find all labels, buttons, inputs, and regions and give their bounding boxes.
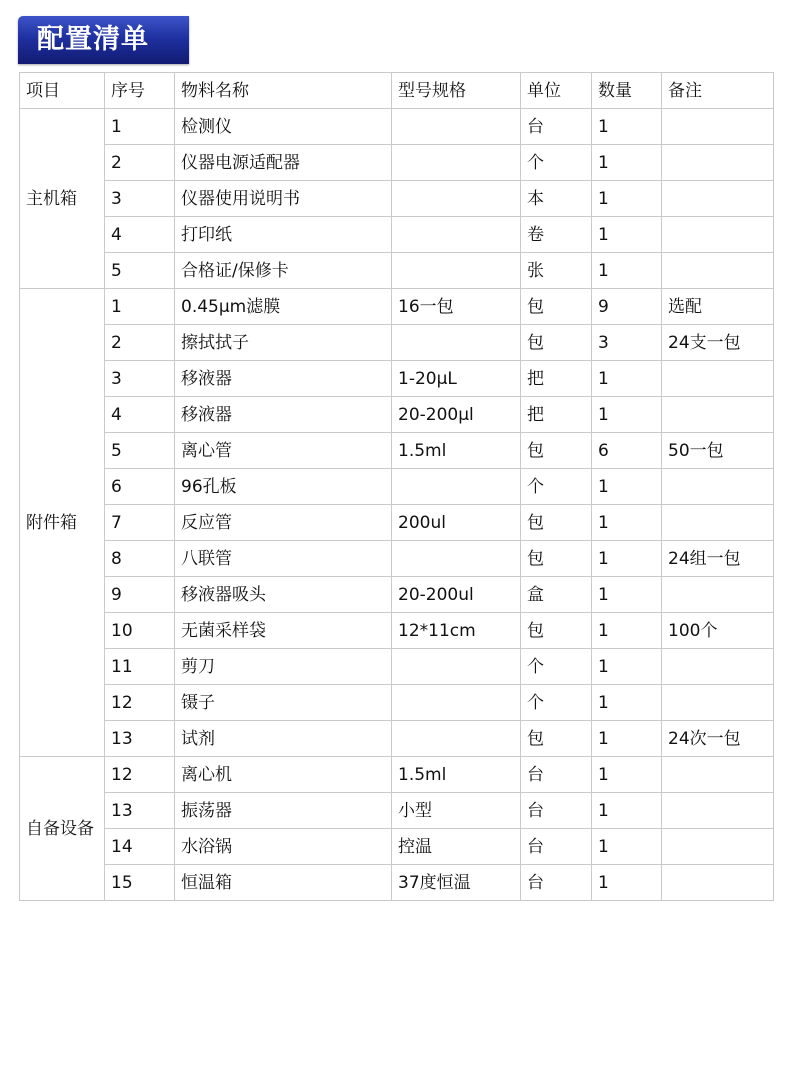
table-row	[20, 217, 774, 253]
spec-cell: 小型	[392, 793, 521, 829]
table-row	[20, 685, 774, 721]
remark-cell	[662, 217, 774, 253]
header-cell-remark: 备注	[662, 73, 774, 109]
spec-cell	[392, 181, 521, 217]
remark-cell: 50一包	[662, 433, 774, 469]
name-cell: 检测仪	[175, 109, 392, 145]
index-cell: 13	[105, 721, 175, 757]
quantity-cell: 1	[592, 217, 662, 253]
spec-cell: 12*11cm	[392, 613, 521, 649]
spec-cell	[392, 253, 521, 289]
table-row	[20, 433, 774, 469]
unit-cell: 个	[521, 649, 592, 685]
quantity-cell: 9	[592, 289, 662, 325]
unit-cell: 包	[521, 289, 592, 325]
remark-cell	[662, 361, 774, 397]
unit-cell: 台	[521, 109, 592, 145]
unit-cell: 个	[521, 685, 592, 721]
table-row	[20, 253, 774, 289]
index-cell: 12	[105, 685, 175, 721]
unit-cell: 包	[521, 433, 592, 469]
name-cell: 0.45μm滤膜	[175, 289, 392, 325]
index-cell: 11	[105, 649, 175, 685]
index-cell: 8	[105, 541, 175, 577]
quantity-cell: 1	[592, 829, 662, 865]
unit-cell: 包	[521, 325, 592, 361]
spec-cell	[392, 649, 521, 685]
spec-cell	[392, 325, 521, 361]
quantity-cell: 1	[592, 577, 662, 613]
spec-cell: 20-200μl	[392, 397, 521, 433]
table-row	[20, 865, 774, 901]
quantity-cell: 1	[592, 865, 662, 901]
remark-cell	[662, 181, 774, 217]
unit-cell: 包	[521, 721, 592, 757]
index-cell: 10	[105, 613, 175, 649]
index-cell: 15	[105, 865, 175, 901]
quantity-cell: 1	[592, 757, 662, 793]
unit-cell: 包	[521, 505, 592, 541]
remark-cell	[662, 649, 774, 685]
index-cell: 4	[105, 397, 175, 433]
unit-cell: 个	[521, 469, 592, 505]
header-cell-index: 序号	[105, 73, 175, 109]
category-cell: 自备设备	[20, 757, 105, 901]
index-cell: 3	[105, 181, 175, 217]
remark-cell	[662, 757, 774, 793]
spec-cell	[392, 469, 521, 505]
name-cell: 擦拭拭子	[175, 325, 392, 361]
spec-cell: 1.5ml	[392, 757, 521, 793]
unit-cell: 台	[521, 865, 592, 901]
unit-cell: 张	[521, 253, 592, 289]
table-row	[20, 541, 774, 577]
spec-cell: 200ul	[392, 505, 521, 541]
table-row	[20, 325, 774, 361]
quantity-cell: 1	[592, 181, 662, 217]
remark-cell	[662, 109, 774, 145]
spec-cell: 1-20μL	[392, 361, 521, 397]
name-cell: 离心管	[175, 433, 392, 469]
table-row	[20, 649, 774, 685]
spec-cell	[392, 541, 521, 577]
name-cell: 恒温箱	[175, 865, 392, 901]
name-cell: 仪器使用说明书	[175, 181, 392, 217]
name-cell: 打印纸	[175, 217, 392, 253]
quantity-cell: 1	[592, 397, 662, 433]
spec-cell	[392, 217, 521, 253]
quantity-cell: 1	[592, 685, 662, 721]
unit-cell: 包	[521, 541, 592, 577]
table-row	[20, 145, 774, 181]
remark-cell	[662, 865, 774, 901]
table-row	[20, 505, 774, 541]
name-cell: 仪器电源适配器	[175, 145, 392, 181]
name-cell: 振荡器	[175, 793, 392, 829]
remark-cell	[662, 793, 774, 829]
index-cell: 7	[105, 505, 175, 541]
unit-cell: 把	[521, 361, 592, 397]
name-cell: 镊子	[175, 685, 392, 721]
name-cell: 96孔板	[175, 469, 392, 505]
quantity-cell: 1	[592, 145, 662, 181]
remark-cell: 100个	[662, 613, 774, 649]
header-cell-name: 物料名称	[175, 73, 392, 109]
name-cell: 水浴锅	[175, 829, 392, 865]
remark-cell	[662, 253, 774, 289]
table-row	[20, 577, 774, 613]
spec-cell	[392, 685, 521, 721]
quantity-cell: 6	[592, 433, 662, 469]
table-row	[20, 829, 774, 865]
name-cell: 离心机	[175, 757, 392, 793]
header-cell-category: 项目	[20, 73, 105, 109]
index-cell: 5	[105, 253, 175, 289]
remark-cell	[662, 469, 774, 505]
name-cell: 移液器	[175, 361, 392, 397]
unit-cell: 卷	[521, 217, 592, 253]
remark-cell: 选配	[662, 289, 774, 325]
header-cell-quantity: 数量	[592, 73, 662, 109]
quantity-cell: 1	[592, 505, 662, 541]
index-cell: 4	[105, 217, 175, 253]
unit-cell: 台	[521, 793, 592, 829]
spec-cell: 16一包	[392, 289, 521, 325]
table-row	[20, 793, 774, 829]
index-cell: 12	[105, 757, 175, 793]
quantity-cell: 1	[592, 361, 662, 397]
quantity-cell: 1	[592, 469, 662, 505]
quantity-cell: 1	[592, 793, 662, 829]
quantity-cell: 1	[592, 253, 662, 289]
index-cell: 1	[105, 289, 175, 325]
quantity-cell: 1	[592, 109, 662, 145]
index-cell: 9	[105, 577, 175, 613]
quantity-cell: 3	[592, 325, 662, 361]
category-cell: 附件箱	[20, 289, 105, 757]
table-row	[20, 397, 774, 433]
name-cell: 试剂	[175, 721, 392, 757]
index-cell: 5	[105, 433, 175, 469]
spec-cell: 37度恒温	[392, 865, 521, 901]
remark-cell	[662, 505, 774, 541]
remark-cell: 24支一包	[662, 325, 774, 361]
spec-cell	[392, 145, 521, 181]
index-cell: 2	[105, 145, 175, 181]
name-cell: 无菌采样袋	[175, 613, 392, 649]
config-table	[19, 72, 774, 901]
quantity-cell: 1	[592, 649, 662, 685]
remark-cell	[662, 145, 774, 181]
spec-cell: 20-200ul	[392, 577, 521, 613]
spec-cell	[392, 721, 521, 757]
remark-cell	[662, 397, 774, 433]
table-row	[20, 289, 774, 325]
category-cell: 主机箱	[20, 109, 105, 289]
unit-cell: 盒	[521, 577, 592, 613]
name-cell: 反应管	[175, 505, 392, 541]
index-cell: 6	[105, 469, 175, 505]
page-title: 配置清单	[18, 16, 189, 64]
quantity-cell: 1	[592, 613, 662, 649]
remark-cell	[662, 829, 774, 865]
table-body	[20, 109, 774, 901]
spec-cell: 控温	[392, 829, 521, 865]
unit-cell: 台	[521, 829, 592, 865]
unit-cell: 个	[521, 145, 592, 181]
index-cell: 1	[105, 109, 175, 145]
name-cell: 移液器吸头	[175, 577, 392, 613]
unit-cell: 本	[521, 181, 592, 217]
index-cell: 3	[105, 361, 175, 397]
header-cell-unit: 单位	[521, 73, 592, 109]
table-row	[20, 757, 774, 793]
header-cell-spec: 型号规格	[392, 73, 521, 109]
table-row	[20, 181, 774, 217]
index-cell: 14	[105, 829, 175, 865]
quantity-cell: 1	[592, 721, 662, 757]
table-row	[20, 469, 774, 505]
name-cell: 剪刀	[175, 649, 392, 685]
quantity-cell: 1	[592, 541, 662, 577]
remark-cell: 24次一包	[662, 721, 774, 757]
spec-cell	[392, 109, 521, 145]
unit-cell: 台	[521, 757, 592, 793]
table-row	[20, 109, 774, 145]
unit-cell: 包	[521, 613, 592, 649]
remark-cell: 24组一包	[662, 541, 774, 577]
name-cell: 合格证/保修卡	[175, 253, 392, 289]
index-cell: 2	[105, 325, 175, 361]
spec-cell: 1.5ml	[392, 433, 521, 469]
remark-cell	[662, 685, 774, 721]
table-row	[20, 361, 774, 397]
index-cell: 13	[105, 793, 175, 829]
remark-cell	[662, 577, 774, 613]
name-cell: 八联管	[175, 541, 392, 577]
unit-cell: 把	[521, 397, 592, 433]
table-row	[20, 721, 774, 757]
table-row	[20, 613, 774, 649]
header-row	[20, 73, 774, 109]
name-cell: 移液器	[175, 397, 392, 433]
